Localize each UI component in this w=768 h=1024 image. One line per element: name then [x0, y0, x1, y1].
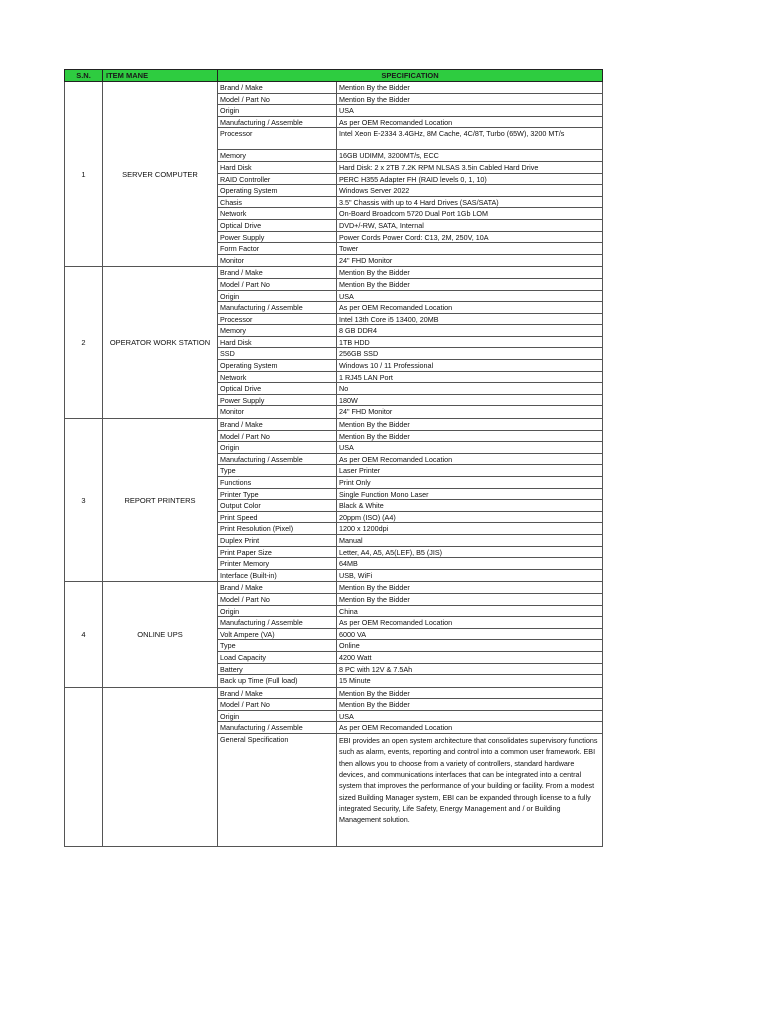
spec-value: Letter, A4, A5, A5(LEF), B5 (JIS) — [337, 547, 603, 558]
table-row — [218, 640, 603, 652]
table-row — [218, 383, 603, 395]
table-row — [218, 523, 603, 535]
spec-label: Manufacturing / Assemble — [218, 617, 337, 628]
spec-label: Origin — [218, 442, 337, 453]
table-row — [218, 406, 603, 418]
spec-value: 24" FHD Monitor — [337, 255, 603, 267]
item-group — [64, 582, 603, 687]
table-row — [218, 699, 603, 711]
table-row — [218, 255, 603, 267]
spec-value: Mention By the Bidder — [337, 582, 603, 593]
spec-value: USA — [337, 711, 603, 722]
spec-value: 1200 x 1200dpi — [337, 523, 603, 534]
header-item: ITEM MANE — [103, 70, 218, 81]
spec-label: Manufacturing / Assemble — [218, 722, 337, 733]
spec-value: Single Function Mono Laser — [337, 489, 603, 500]
spec-label: Processor — [218, 314, 337, 325]
item-serial: 1 — [65, 82, 103, 266]
table-row — [218, 547, 603, 559]
spec-value: EBI provides an open system architecture that consolidates supervisory functions such as alarm, events, reporting and control into a common user framework. EBI then allows you to choose from a variety of controllers, standard hardware devices, and communications interfaces that can be integrated into a central system that improves the performance of your building or facility. From a modest sized Building Manager system, EBI can be expanded through license to a fully integrated Security, Life Safety, Energy Management and / or Building Management solution. — [337, 734, 603, 846]
spec-value: No — [337, 383, 603, 394]
item-group — [64, 688, 603, 847]
table-row — [218, 197, 603, 209]
spec-label: Origin — [218, 105, 337, 116]
spec-value: 256GB SSD — [337, 348, 603, 359]
spec-value: Black & White — [337, 500, 603, 511]
spec-value: Windows 10 / 11 Professional — [337, 360, 603, 371]
spec-value: DVD+/-RW, SATA, Internal — [337, 220, 603, 231]
item-name: ONLINE UPS — [103, 582, 218, 686]
spec-rows — [218, 82, 603, 266]
spec-label: Print Resolution (Pixel) — [218, 523, 337, 534]
spec-value: China — [337, 606, 603, 617]
table-row — [218, 500, 603, 512]
spec-value: 8 GB DDR4 — [337, 325, 603, 336]
table-row — [218, 94, 603, 106]
spec-label: Origin — [218, 711, 337, 722]
table-row — [218, 652, 603, 664]
spec-value: Online — [337, 640, 603, 651]
spec-label: Type — [218, 640, 337, 651]
spec-label: Hard Disk — [218, 337, 337, 348]
spec-label: Interface (Built-in) — [218, 570, 337, 582]
table-row — [218, 431, 603, 443]
spec-value: On-Board Broadcom 5720 Dual Port 1Gb LOM — [337, 208, 603, 219]
spec-label: Battery — [218, 664, 337, 675]
spec-value: Mention By the Bidder — [337, 594, 603, 605]
table-row — [218, 128, 603, 150]
item-group — [64, 419, 603, 582]
spec-label: Form Factor — [218, 243, 337, 254]
item-name: SERVER COMPUTER — [103, 82, 218, 266]
table-row — [218, 243, 603, 255]
spec-value: 6000 VA — [337, 629, 603, 640]
spec-sheet — [64, 69, 603, 847]
spec-value: Mention By the Bidder — [337, 431, 603, 442]
table-row — [218, 360, 603, 372]
spec-value: Mention By the Bidder — [337, 279, 603, 290]
table-row — [218, 558, 603, 570]
spec-value: Intel 13th Core i5 13400, 20MB — [337, 314, 603, 325]
spec-label: Volt Ampere (VA) — [218, 629, 337, 640]
spec-value: USA — [337, 442, 603, 453]
table-row — [218, 570, 603, 582]
spec-label: Monitor — [218, 406, 337, 418]
table-row — [218, 185, 603, 197]
table-row — [218, 208, 603, 220]
spec-label: Origin — [218, 291, 337, 302]
spec-value: As per OEM Recomanded Location — [337, 454, 603, 465]
spec-label: Output Color — [218, 500, 337, 511]
spec-value: Laser Printer — [337, 465, 603, 476]
spec-value: USB, WiFi — [337, 570, 603, 582]
spec-label: Memory — [218, 325, 337, 336]
spec-value: Print Only — [337, 477, 603, 488]
spec-label: Print Paper Size — [218, 547, 337, 558]
spec-label: Network — [218, 208, 337, 219]
spec-label: Hard Disk — [218, 162, 337, 173]
spec-label: Model / Part No — [218, 279, 337, 290]
spec-value: 3.5" Chassis with up to 4 Hard Drives (SAS/SATA) — [337, 197, 603, 208]
spec-value: 15 Minute — [337, 675, 603, 687]
table-row — [218, 348, 603, 360]
spec-label: Manufacturing / Assemble — [218, 454, 337, 465]
table-row — [218, 734, 603, 846]
table-row — [218, 267, 603, 279]
spec-label: Model / Part No — [218, 431, 337, 442]
spec-label: Power Supply — [218, 232, 337, 243]
table-row — [218, 337, 603, 349]
table-row — [218, 512, 603, 524]
table-row — [218, 675, 603, 687]
spec-label: Printer Memory — [218, 558, 337, 569]
spec-value: Mention By the Bidder — [337, 419, 603, 430]
table-body — [64, 82, 603, 847]
spec-value: Mention By the Bidder — [337, 82, 603, 93]
spec-value: As per OEM Recomanded Location — [337, 617, 603, 628]
table-row — [218, 82, 603, 94]
spec-value: Hard Disk: 2 x 2TB 7.2K RPM NLSAS 3.5in Cabled Hard Drive — [337, 162, 603, 173]
spec-label: Brand / Make — [218, 419, 337, 430]
spec-value: 180W — [337, 395, 603, 406]
spec-label: Brand / Make — [218, 688, 337, 699]
spec-label: Type — [218, 465, 337, 476]
spec-rows — [218, 267, 603, 418]
table-row — [218, 606, 603, 618]
table-row — [218, 117, 603, 129]
table-row — [218, 220, 603, 232]
spec-label: Optical Drive — [218, 220, 337, 231]
table-row — [218, 279, 603, 291]
header-sn: S.N. — [65, 70, 103, 81]
spec-rows — [218, 419, 603, 581]
table-row — [218, 454, 603, 466]
table-row — [218, 291, 603, 303]
item-serial: 3 — [65, 419, 103, 581]
table-row — [218, 232, 603, 244]
spec-rows — [218, 688, 603, 846]
spec-label: Printer Type — [218, 489, 337, 500]
table-row — [218, 582, 603, 594]
table-row — [218, 711, 603, 723]
header-spec: SPECIFICATION — [381, 71, 439, 80]
item-serial: 4 — [65, 582, 103, 686]
spec-label: Load Capacity — [218, 652, 337, 663]
spec-label: Functions — [218, 477, 337, 488]
table-row — [218, 722, 603, 734]
spec-label: Model / Part No — [218, 699, 337, 710]
spec-value: Mention By the Bidder — [337, 688, 603, 699]
spec-value: Intel Xeon E-2334 3.4GHz, 8M Cache, 4C/8T, Turbo (65W), 3200 MT/s — [337, 128, 603, 149]
table-header — [64, 69, 603, 82]
spec-value: Mention By the Bidder — [337, 94, 603, 105]
spec-label: Brand / Make — [218, 82, 337, 93]
spec-value: Mention By the Bidder — [337, 699, 603, 710]
table-row — [218, 395, 603, 407]
table-row — [218, 174, 603, 186]
spec-value: USA — [337, 105, 603, 116]
table-row — [218, 465, 603, 477]
spec-value: 1TB HDD — [337, 337, 603, 348]
spec-value: Windows Server 2022 — [337, 185, 603, 196]
table-row — [218, 372, 603, 384]
spec-value: As per OEM Recomanded Location — [337, 722, 603, 733]
spec-label: General Specification — [218, 734, 337, 846]
spec-value: 20ppm (ISO) (A4) — [337, 512, 603, 523]
table-row — [218, 617, 603, 629]
spec-label: Brand / Make — [218, 582, 337, 593]
spec-label: Model / Part No — [218, 594, 337, 605]
table-row — [218, 442, 603, 454]
spec-value: PERC H355 Adapter FH (RAID levels 0, 1, 10) — [337, 174, 603, 185]
table-row — [218, 325, 603, 337]
spec-label: Origin — [218, 606, 337, 617]
item-serial — [65, 688, 103, 846]
table-row — [218, 594, 603, 606]
spec-value: USA — [337, 291, 603, 302]
spec-label: Model / Part No — [218, 94, 337, 105]
spec-label: Operating System — [218, 360, 337, 371]
spec-label: Duplex Print — [218, 535, 337, 546]
item-name — [103, 688, 218, 846]
spec-value: 64MB — [337, 558, 603, 569]
table-row — [218, 664, 603, 676]
spec-label: Manufacturing / Assemble — [218, 117, 337, 128]
table-row — [218, 162, 603, 174]
spec-label: Back up Time (Full load) — [218, 675, 337, 687]
item-name: REPORT PRINTERS — [103, 419, 218, 581]
spec-label: Operating System — [218, 185, 337, 196]
spec-label: SSD — [218, 348, 337, 359]
spec-value: As per OEM Recomanded Location — [337, 117, 603, 128]
spec-label: Print Speed — [218, 512, 337, 523]
table-row — [218, 419, 603, 431]
table-row — [218, 629, 603, 641]
table-row — [218, 535, 603, 547]
item-name: OPERATOR WORK STATION — [103, 267, 218, 418]
spec-label: RAID Controller — [218, 174, 337, 185]
table-row — [218, 302, 603, 314]
spec-label: Manufacturing / Assemble — [218, 302, 337, 313]
table-row — [218, 477, 603, 489]
spec-value: 1 RJ45 LAN Port — [337, 372, 603, 383]
spec-label: Chasis — [218, 197, 337, 208]
spec-value: 24" FHD Monitor — [337, 406, 603, 418]
spec-value: Manual — [337, 535, 603, 546]
spec-value: 16GB UDIMM, 3200MT/s, ECC — [337, 150, 603, 161]
spec-label: Memory — [218, 150, 337, 161]
spec-label: Optical Drive — [218, 383, 337, 394]
spec-value: Tower — [337, 243, 603, 254]
spec-rows — [218, 582, 603, 686]
spec-value: 4200 Watt — [337, 652, 603, 663]
table-row — [218, 688, 603, 700]
table-row — [218, 105, 603, 117]
spec-label: Monitor — [218, 255, 337, 267]
spec-label: Processor — [218, 128, 337, 149]
spec-value: Power Cords Power Cord: C13, 2M, 250V, 10A — [337, 232, 603, 243]
item-group — [64, 82, 603, 267]
item-group — [64, 267, 603, 419]
spec-label: Network — [218, 372, 337, 383]
spec-value: 8 PC with 12V & 7.5Ah — [337, 664, 603, 675]
spec-value: Mention By the Bidder — [337, 267, 603, 278]
item-serial: 2 — [65, 267, 103, 418]
spec-value: As per OEM Recomanded Location — [337, 302, 603, 313]
table-row — [218, 489, 603, 501]
table-row — [218, 150, 603, 162]
spec-label: Brand / Make — [218, 267, 337, 278]
table-row — [218, 314, 603, 326]
spec-label: Power Supply — [218, 395, 337, 406]
